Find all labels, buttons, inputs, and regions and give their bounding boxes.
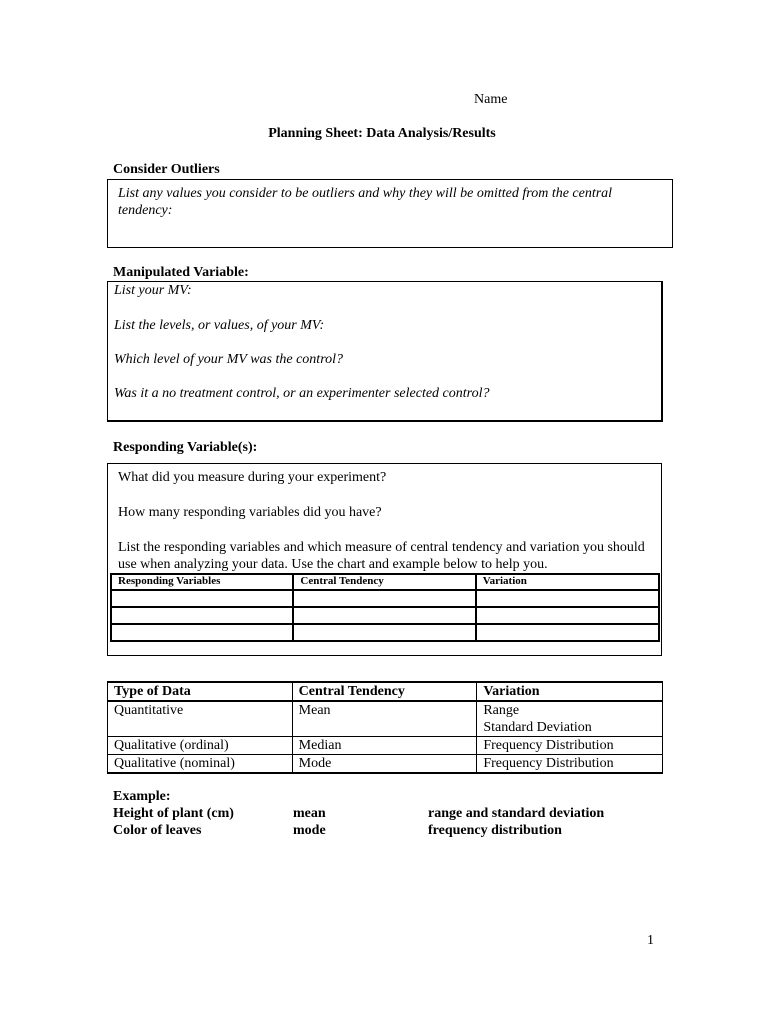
rv-cell[interactable] — [111, 607, 293, 624]
manipulated-variable-heading: Manipulated Variable: — [113, 265, 249, 280]
ref-variation-line: Standard Deviation — [483, 720, 592, 735]
example-variation: range and standard deviation — [428, 806, 605, 821]
outliers-prompt: List any values you consider to be outliers and why they will be omitted from the central tendency: — [118, 186, 613, 218]
rv-cell[interactable] — [293, 624, 475, 641]
ref-cell-variation: Frequency Distribution — [477, 737, 663, 755]
example-variable: Color of leaves — [113, 823, 202, 838]
table-row — [108, 737, 663, 755]
ref-cell-central-tendency: Median — [292, 737, 477, 755]
table-row — [108, 701, 663, 737]
table-row — [111, 590, 659, 607]
page-title-text: Planning Sheet: Data Analysis/Results — [268, 126, 496, 141]
manipulated-variable-box[interactable] — [107, 281, 663, 422]
ref-header-variation: Variation — [477, 682, 663, 701]
table-row — [111, 624, 659, 641]
rv-cell[interactable] — [111, 590, 293, 607]
example-central-tendency: mode — [293, 823, 326, 838]
rv-cell[interactable] — [476, 607, 659, 624]
rv-header-central-tendency: Central Tendency — [293, 574, 475, 590]
rv-cell[interactable] — [293, 590, 475, 607]
rv-question-measure: What did you measure during your experiment? — [118, 470, 387, 485]
outliers-heading: Consider Outliers — [113, 162, 220, 177]
ref-cell-central-tendency: Mode — [292, 755, 477, 774]
rv-cell[interactable] — [476, 590, 659, 607]
ref-cell-type: Qualitative (ordinal) — [108, 737, 293, 755]
rv-question-count: How many responding variables did you have? — [118, 505, 382, 520]
ref-cell-type: Quantitative — [108, 701, 293, 737]
ref-header-type: Type of Data — [108, 682, 293, 701]
rv-cell[interactable] — [293, 607, 475, 624]
name-label: Name — [474, 92, 508, 107]
ref-variation-line: Range — [483, 703, 520, 718]
example-central-tendency: mean — [293, 806, 326, 821]
data-type-reference-table — [107, 681, 663, 774]
rv-question-list: List the responding variables and which measure of central tendency and variation you should use when analyzing your data. Use the chart and example below to help you. — [118, 540, 645, 572]
page-title — [0, 125, 768, 142]
example-variation: frequency distribution — [428, 823, 562, 838]
ref-header-central-tendency: Central Tendency — [292, 682, 477, 701]
mv-question-control-type: Was it a no treatment control, or an experimenter selected control? — [114, 386, 490, 401]
example-variable: Height of plant (cm) — [113, 806, 234, 821]
rv-header-variables: Responding Variables — [111, 574, 293, 590]
page-number: 1 — [647, 933, 654, 948]
rv-cell[interactable] — [476, 624, 659, 641]
table-row — [108, 755, 663, 774]
table-row — [111, 607, 659, 624]
mv-question-control: Which level of your MV was the control? — [114, 352, 344, 367]
rv-header-variation: Variation — [476, 574, 659, 590]
example-label: Example: — [113, 789, 171, 804]
mv-question-levels: List the levels, or values, of your MV: — [114, 318, 325, 333]
rv-cell[interactable] — [111, 624, 293, 641]
responding-variable-box — [107, 463, 662, 656]
outliers-answer-box[interactable] — [107, 179, 673, 248]
responding-variable-heading: Responding Variable(s): — [113, 440, 258, 455]
ref-cell-variation — [477, 701, 663, 737]
mv-question-list-mv: List your MV: — [114, 283, 192, 298]
ref-cell-type: Qualitative (nominal) — [108, 755, 293, 774]
ref-cell-variation: Frequency Distribution — [477, 755, 663, 774]
responding-variables-table — [110, 573, 660, 642]
ref-cell-central-tendency: Mean — [292, 701, 477, 737]
